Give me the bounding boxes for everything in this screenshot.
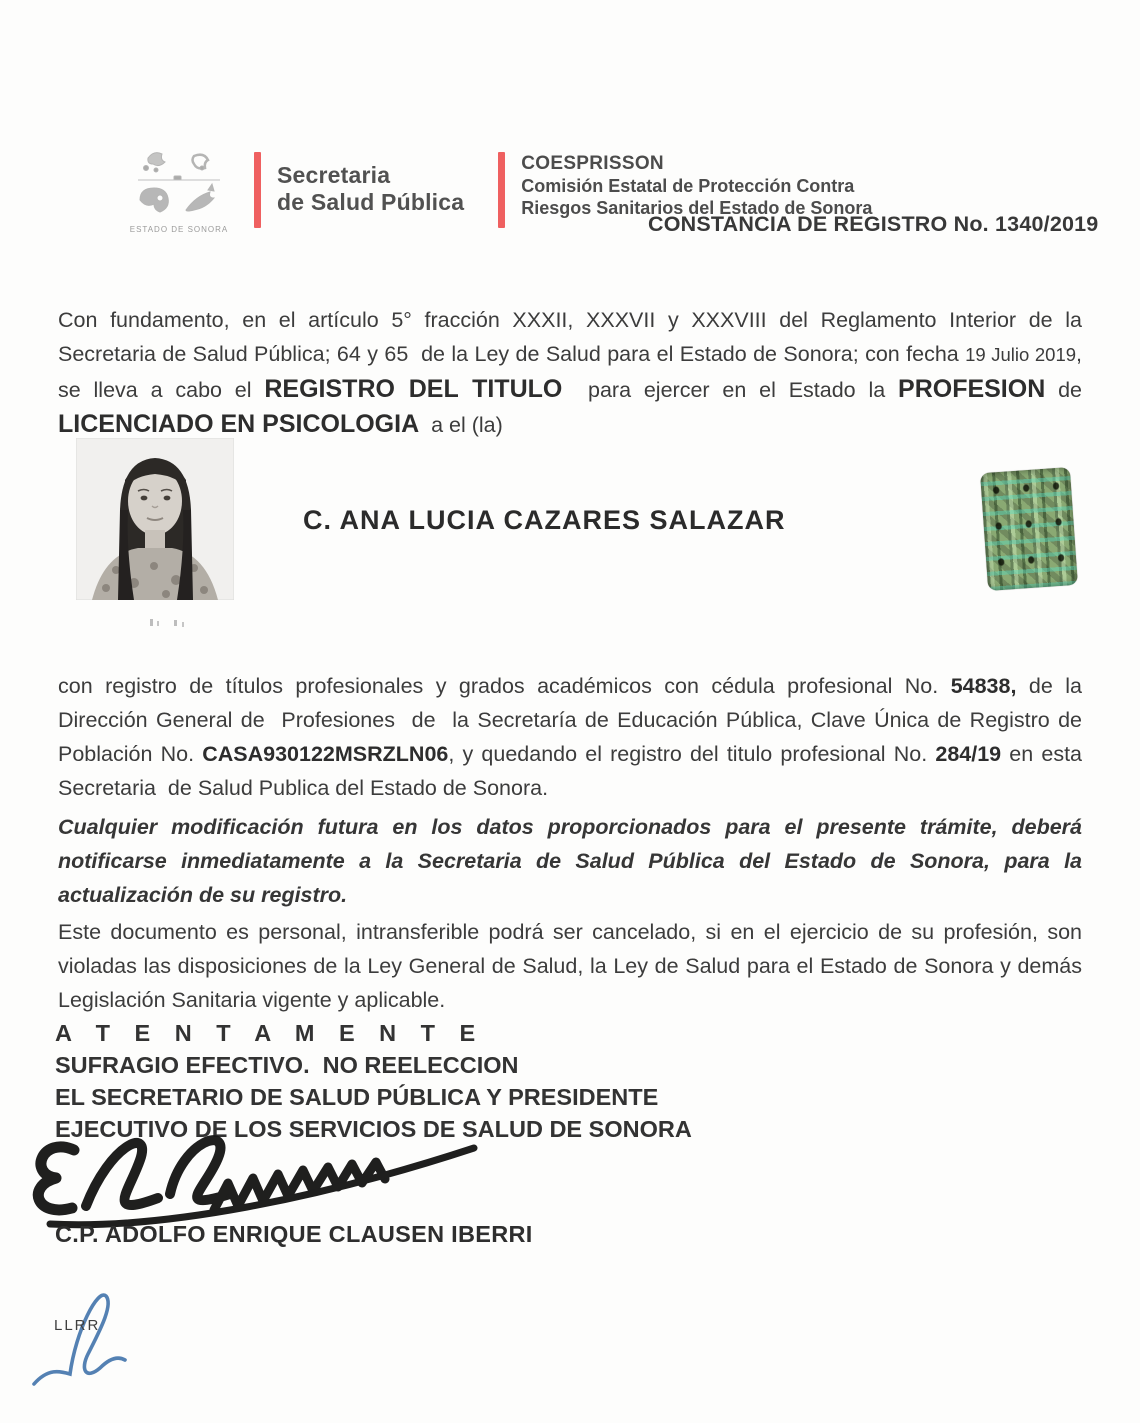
intro-text-4: de: [1045, 377, 1083, 402]
secretaria-line1: Secretaria: [277, 162, 391, 188]
logo-caption: ESTADO DE SONORA: [129, 225, 229, 234]
intro-paragraph: [58, 303, 1082, 442]
registry-title: CONSTANCIA DE REGISTRO No. 1340/2019: [648, 212, 1099, 236]
header-divider-bar: [254, 152, 261, 228]
secretaria-line2: de Salud Pública: [277, 189, 465, 215]
intro-text-1: Con fundamento, en el artículo 5° fracción XXXII, XXXVII y XXXVIII del Reglamento Interior de la Secretaria de Salud Pública; 64 y 65 de la Ley de Salud para el Estado de Sonora; con fecha: [58, 307, 1082, 366]
portrait-photo: [76, 438, 234, 600]
commission-title: [521, 152, 872, 219]
degree-name: LICENCIADO EN PSICOLOGIA: [58, 409, 420, 438]
modification-notice: Cualquier modificación futura en los datos proporcionados para el presente trámite, deberá notificarse inmediatamente a la Secretaria de Salud Pública del Estado de Sonora, para la actualización de su registro.: [58, 814, 1082, 907]
profesion-label: PROFESION: [898, 374, 1046, 403]
registry-text-3: , y quedando el registro del titulo profesional No.: [448, 741, 936, 766]
curp-number: CASA930122MSRZLN06: [202, 741, 449, 766]
personal-document-notice: Este documento es personal, intransferible podrá ser cancelado, si en el ejercicio de su profesión, son violadas las disposiciones de la Ley General de Salud, la Ley de Salud para el Estado de Sonora y demás Legislación Sanitaria vigente y aplicable.: [58, 919, 1082, 1012]
signer-title-line1: EL SECRETARIO DE SALUD PÚBLICA Y PRESIDENTE: [55, 1084, 659, 1110]
commission-line2: Riesgos Sanitarios del Estado de Sonora: [521, 198, 873, 218]
registration-date: 19 Julio 2019: [965, 343, 1077, 365]
signature-ink: [22, 1112, 492, 1230]
signer-name: C.P. ADOLFO ENRIQUE CLAUSEN IBERRI: [55, 1221, 533, 1247]
intro-text-3: para ejercer en el Estado la: [562, 377, 899, 402]
intro-text-5: a el (la): [419, 412, 503, 437]
sonora-coat-of-arms-logo: [126, 146, 232, 254]
holder-name: C. ANA LUCIA CAZARES SALAZAR: [303, 505, 786, 535]
registry-text-4: en esta Secretaria de Salud Publica del Estado de Sonora.: [58, 741, 1083, 800]
registry-text-2: de la Dirección General de Profesiones de la Secretaría de Educación Pública, Clave Única de Registro de Población No.: [58, 673, 1082, 766]
reviewer-initials-text: LLRR: [54, 1317, 101, 1334]
titulo-number: 284/19: [935, 741, 1002, 766]
registry-text-1: con registro de títulos profesionales y grados académicos con cédula profesional No.: [58, 673, 951, 698]
document-header: [126, 146, 872, 254]
signer-title-line2: EJECUTIVO DE LOS SERVICIOS DE SALUD DE SONORA: [55, 1116, 692, 1142]
registro-del-titulo-label: REGISTRO DEL TITULO: [264, 374, 563, 403]
scan-smudge-artifact: [148, 618, 194, 628]
header-divider-bar-2: [498, 152, 505, 228]
sufragio-line: SUFRAGIO EFECTIVO. NO REELECCION: [55, 1052, 519, 1078]
reviewer-initials-ink: [26, 1278, 146, 1390]
secretaria-title: [277, 162, 464, 216]
commission-acronym: COESPRISSON: [521, 153, 664, 174]
commission-line1: Comisión Estatal de Protección Contra: [521, 176, 855, 196]
atentamente-line: A T E N T A M E N T E: [55, 1020, 485, 1046]
intro-text-2: , se lleva a cabo el: [58, 341, 1082, 402]
registry-paragraph: [58, 669, 1082, 805]
cedula-number: 54838,: [950, 673, 1017, 698]
hologram-security-sticker: [980, 467, 1078, 591]
